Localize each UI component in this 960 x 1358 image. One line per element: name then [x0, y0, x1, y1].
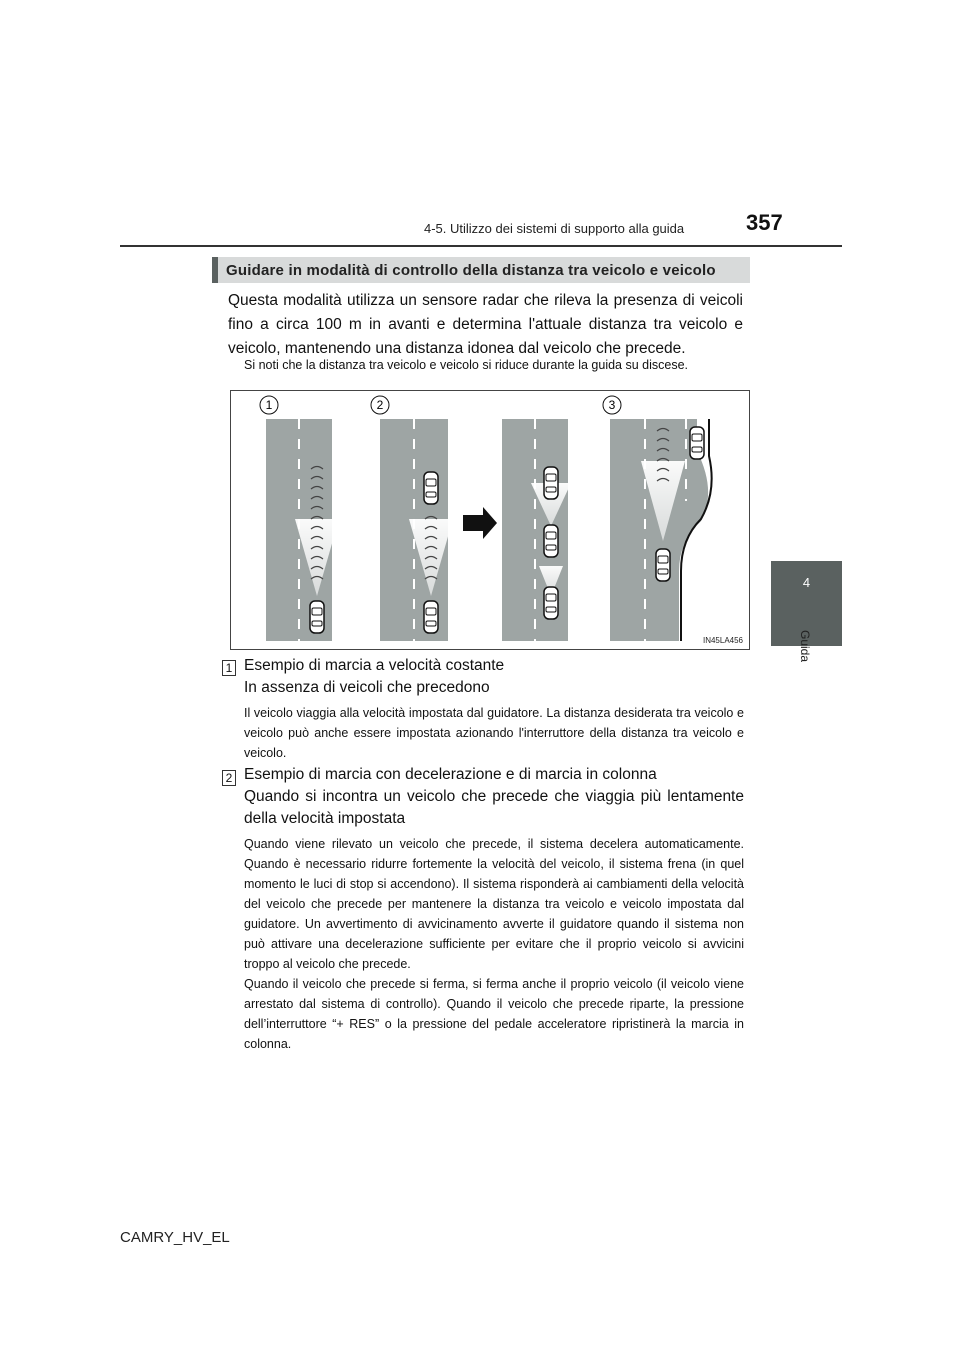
- chapter-label: Guida: [798, 630, 812, 663]
- note-paragraph: Si noti che la distanza tra veicolo e veicolo si riduce durante la guida su discese.: [244, 358, 689, 372]
- section-title: Guidare in modalità di controllo della distanza tra veicolo e veicolo: [226, 262, 716, 279]
- item-2-body: Quando viene rilevato un veicolo che precede, il sistema decelera automaticamente. Quando è necessario ridurre fortemente la velocità del veicolo, il sistema frena (in quel momento le luci di stop si accendono). Il sistema risponderà ai cambiamenti della velocità del veicolo che precede per mantenere la distanza tra veicolo e veicolo impostata dal guidatore. Un avvertimento di avvicinamento avverte il guidatore quando il sistema non può attivare una decelerazione sufficiente per evitare che il proprio veicolo si avvicini troppo al veicolo che precede. Quando il veicolo che precede si ferma, si ferma anche il proprio veicolo (il veicolo viene arrestato dal sistema di controllo). Quando il veicolo che precede riparte, la pressione dell’interruttore “+ RES” o la pressione del pedale acceleratore ripristinerà la marcia in colonna.: [244, 837, 744, 1051]
- lane-2: [379, 419, 453, 641]
- acc-illustration: [230, 390, 750, 650]
- svg-text:3: 3: [608, 398, 616, 412]
- transition-arrow: [463, 507, 497, 539]
- svg-text:1: 1: [265, 398, 273, 412]
- lane-4: [609, 419, 712, 641]
- lane-3: [501, 419, 571, 641]
- intro-paragraph: Questa modalità utilizza un sensore radar che rileva la presenza di veicoli fino a circa 100 m in avanti e determina l'attuale distanza tra veicolo e veicolo, mantenendo una distanza idonea dal veicolo che precede.: [228, 292, 743, 357]
- item-2-title: Esempio di marcia con decelerazione e di marcia in colonna Quando si incontra un veicolo che precede che viaggia più lentamente della velocità impostata: [244, 766, 744, 827]
- lane-1: [265, 419, 339, 641]
- figure-code: IN45LA456: [702, 636, 743, 645]
- road-diagram: [231, 391, 749, 649]
- chapter-number: 4: [802, 575, 811, 590]
- figure-marker-2: [371, 396, 389, 414]
- item-1-title: Esempio di marcia a velocità costante In assenza di veicoli che precedono: [244, 657, 505, 696]
- figure-marker-3: [603, 396, 621, 414]
- header-divider: [120, 245, 842, 247]
- footer-code: CAMRY_HV_EL: [120, 1229, 230, 1246]
- page-number: 357: [746, 210, 783, 235]
- section-banner: [212, 257, 750, 283]
- figure-marker-1: [260, 396, 278, 414]
- item-marker-2: 2: [222, 770, 236, 786]
- header-section-title: 4-5. Utilizzo dei sistemi di supporto alla guida: [424, 221, 685, 236]
- item-1-body: Il veicolo viaggia alla velocità impostata dal guidatore. La distanza desiderata tra veicolo e veicolo può anche essere impostata azionando l'interruttore della distanza tra veicolo e veicolo.: [244, 706, 744, 760]
- item-marker-1: 1: [222, 660, 236, 676]
- svg-text:2: 2: [376, 398, 384, 412]
